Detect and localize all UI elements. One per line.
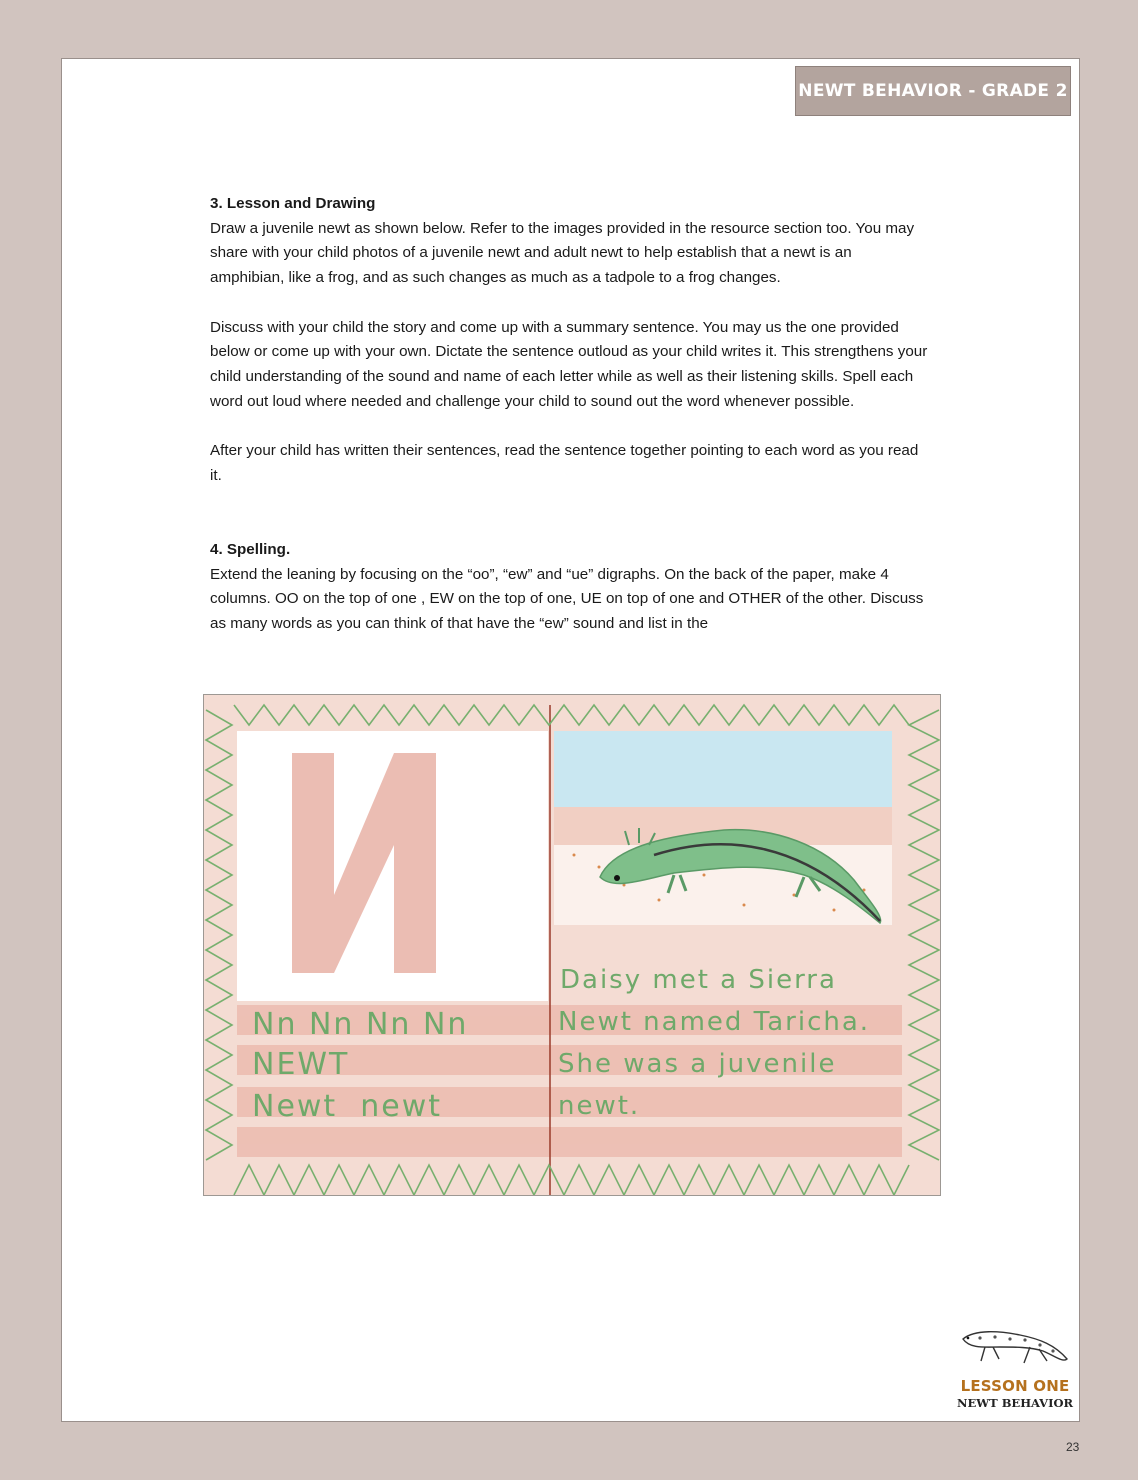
- section-spelling: [210, 538, 930, 637]
- handwriting-line: newt.: [558, 1091, 641, 1121]
- sky: [554, 731, 892, 813]
- handwriting-line: She was a juvenile: [558, 1049, 837, 1079]
- page-number: 23: [1066, 1440, 1080, 1454]
- paragraph: Draw a juvenile newt as shown below. Refer to the images provided in the resource section too. You may share with your child photos of a juvenile newt and adult newt to help establish that a newt is an amphibian, like a frog, and as such changes as much as a tadpole to a frog changes.: [210, 219, 915, 287]
- section-lesson-drawing: [210, 192, 930, 488]
- handwriting-line: Daisy met a Sierra: [560, 965, 837, 995]
- zigzag-top: [234, 705, 909, 725]
- section-title: 3. Lesson and Drawing: [210, 195, 376, 212]
- handwriting-line: Nn Nn Nn Nn: [252, 1007, 469, 1042]
- zigzag-left: [206, 710, 232, 1160]
- handwriting-line: NEWT: [252, 1047, 350, 1082]
- paragraph: Discuss with your child the story and come up with a summary sentence. You may us the one provided below or come up with your own. Dictate the sentence outloud as your child writes it. This strengthens your child understanding of the sound and name of each letter while as well as their listening skills. Spell each word out loud where needed and challenge your child to sound out the word whenever possible.: [210, 318, 928, 410]
- page: [61, 58, 1080, 1422]
- handwriting-line: Newt newt: [252, 1089, 443, 1124]
- section-title: 4. Spelling.: [210, 541, 291, 558]
- newt-logo-icon: [955, 1325, 1075, 1377]
- paragraph: After your child has written their sentences, read the sentence together pointing to each word as you read it.: [210, 442, 919, 484]
- logo-lesson-label: LESSON ONE: [960, 1377, 1070, 1395]
- child-drawing: [203, 694, 941, 1196]
- logo-topic-label: NEWT BEHAVIOR: [956, 1396, 1074, 1410]
- paragraph: Extend the leaning by focusing on the “oo”, “ew” and “ue” digraphs. On the back of the paper, make 4 columns. OO on the top of one , EW on the top of one, UE on top of one and OTHER of the other. Discuss as many words as you can think of that have the “ew” sound and list in the: [210, 565, 924, 633]
- zigzag-bottom: [234, 1165, 909, 1195]
- header-tag: NEWT BEHAVIOR - GRADE 2: [795, 66, 1071, 116]
- lesson-logo: [955, 1325, 1075, 1415]
- handwriting-line: Newt named Taricha.: [558, 1007, 871, 1037]
- zigzag-right: [909, 710, 939, 1160]
